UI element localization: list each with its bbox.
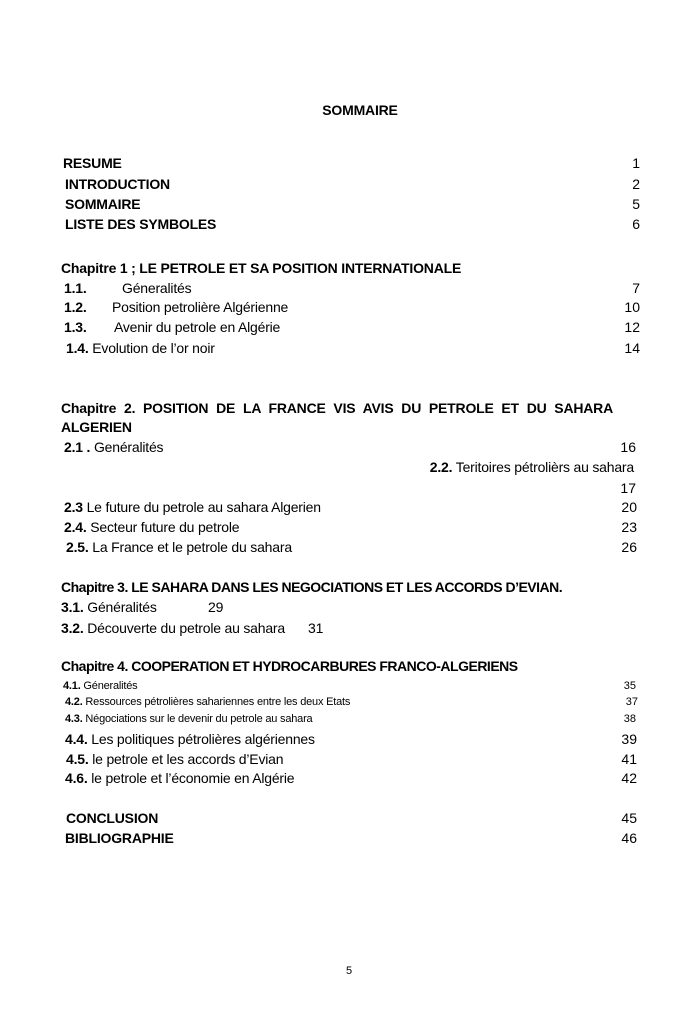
- item-number: 1.2.: [64, 299, 87, 315]
- toc-page: 45: [621, 810, 637, 826]
- chapter-1-title: Chapitre 1 ; LE PETROLE ET SA POSITION INTERNATIONALE: [61, 260, 462, 276]
- toc-item: [64, 438, 163, 456]
- item-text: Négociations sur le devenir du petrole au sahara: [85, 713, 313, 725]
- item-text: Géneralités: [122, 280, 192, 296]
- toc-conclusion: CONCLUSION: [66, 810, 159, 826]
- item-text: Les politiques pétrolières algériennes: [91, 731, 315, 747]
- toc-liste-symboles: LISTE DES SYMBOLES: [65, 216, 217, 232]
- toc-page: 17: [620, 480, 636, 496]
- toc-item: [64, 318, 87, 336]
- toc-page: 2: [632, 176, 640, 192]
- item-number: 3.2.: [61, 620, 84, 636]
- item-text: Evolution de l’or noir: [92, 340, 215, 356]
- item-number: 2.5.: [66, 539, 89, 555]
- toc-item: [61, 598, 157, 616]
- item-number: 4.6.: [65, 770, 88, 786]
- toc-page: 5: [632, 196, 640, 212]
- item-text: Secteur future du petrole: [90, 519, 240, 535]
- item-number: 4.5.: [66, 751, 89, 767]
- toc-page: 1: [632, 155, 640, 171]
- item-text: Découverte du petrole au sahara: [87, 620, 285, 636]
- toc-page: 16: [620, 439, 636, 455]
- toc-page: 37: [625, 696, 638, 708]
- item-text: Le future du petrole au sahara Algerien: [86, 499, 321, 515]
- chapter-4-title: Chapitre 4. COOPERATION ET HYDROCARBURES FRANCO-ALGERIENS: [61, 658, 518, 674]
- toc-item: [66, 538, 292, 556]
- toc-page: 29: [208, 599, 224, 615]
- item-text: Genéralités: [93, 439, 164, 455]
- toc-page: 20: [621, 499, 637, 515]
- item-text: Ressources pétrolières sahariennes entre les deux Etats: [85, 696, 351, 708]
- toc-item: [64, 498, 321, 516]
- item-number: 1.1.: [64, 280, 87, 296]
- item-text: le petrole et l’économie en Algérie: [91, 770, 295, 786]
- item-number: 2.4.: [64, 519, 87, 535]
- item-text: Généralités: [87, 599, 157, 615]
- item-number: 2.2.: [429, 459, 453, 475]
- toc-page: 23: [621, 519, 637, 535]
- toc-item: [65, 712, 312, 726]
- item-number: 1.4.: [66, 340, 89, 356]
- toc-page: 35: [623, 680, 636, 692]
- page-number: 5: [346, 965, 352, 977]
- chapter-2-title-cont: ALGERIEN: [61, 419, 132, 435]
- toc-item: [64, 298, 87, 316]
- toc-page: 46: [621, 830, 637, 846]
- item-number: 1.3.: [64, 319, 87, 335]
- toc-item: [65, 730, 315, 748]
- chapter-3-title: Chapitre 3. LE SAHARA DANS LES NEGOCIATIONS ET LES ACCORDS D’EVIAN.: [61, 579, 563, 595]
- toc-item: [63, 679, 137, 693]
- page-title: SOMMAIRE: [322, 102, 398, 118]
- item-text: le petrole et les accords d’Evian: [92, 751, 284, 767]
- item-number: 3.1.: [61, 599, 84, 615]
- item-number: 2.1 .: [64, 439, 91, 455]
- toc-page: 26: [621, 539, 637, 555]
- toc-page: 38: [623, 713, 636, 725]
- toc-item: [64, 518, 239, 536]
- toc-page: 12: [624, 319, 640, 335]
- item-text: Position petrolière Algérienne: [112, 299, 289, 315]
- toc-page: 14: [624, 340, 640, 356]
- toc-introduction: INTRODUCTION: [65, 176, 170, 192]
- chapter-2-title: Chapitre 2. POSITION DE LA FRANCE VIS AVIS DU PETROLE ET DU SAHARA: [61, 400, 613, 416]
- item-text: Géneralités: [83, 680, 138, 692]
- item-number: 4.1.: [63, 680, 81, 692]
- item-number: 4.2.: [65, 696, 83, 708]
- toc-sommaire: SOMMAIRE: [65, 196, 141, 212]
- toc-item: [66, 339, 215, 357]
- item-text: La France et le petrole du sahara: [92, 539, 292, 555]
- item-number: 2.3: [64, 499, 83, 515]
- toc-resume: RESUME: [63, 155, 122, 171]
- toc-item: [430, 458, 634, 476]
- item-number: 4.4.: [65, 731, 88, 747]
- toc-page: 7: [632, 280, 640, 296]
- item-text: Avenir du petrole en Algérie: [114, 319, 281, 335]
- toc-page: 42: [621, 770, 637, 786]
- toc-page: 39: [621, 731, 637, 747]
- toc-item: [61, 619, 285, 637]
- toc-page: 41: [621, 751, 637, 767]
- toc-item: [65, 695, 350, 709]
- item-number: 4.3.: [65, 713, 83, 725]
- toc-item: [64, 279, 87, 297]
- toc-page: 10: [624, 299, 640, 315]
- toc-item: [66, 750, 283, 768]
- toc-page: 31: [308, 620, 324, 636]
- item-text: Teritoires pétrolièrs au sahara: [455, 459, 634, 475]
- toc-bibliographie: BIBLIOGRAPHIE: [65, 830, 174, 846]
- toc-page: 6: [632, 216, 640, 232]
- toc-item: [65, 769, 294, 787]
